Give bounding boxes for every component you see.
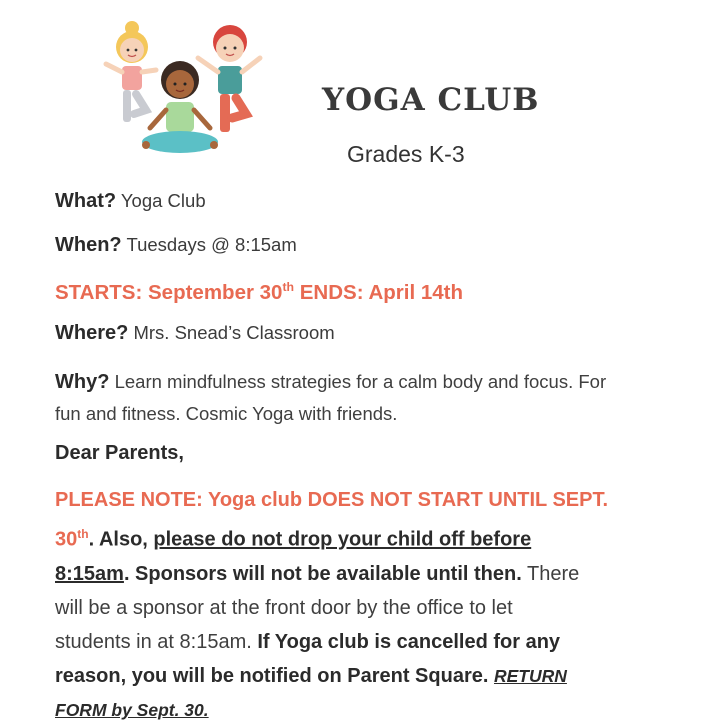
dates-start-sup: th xyxy=(282,280,295,294)
what-value: Yoga Club xyxy=(120,190,206,211)
cancel-notice-2: reason, you will be notified on Parent Square. xyxy=(55,664,489,687)
what-label: What? xyxy=(55,190,117,212)
sponsor-text-1: There xyxy=(521,562,580,585)
why-line-2: fun and fitness. Cosmic Yoga with friends. xyxy=(55,403,398,424)
child-figure xyxy=(142,61,218,153)
return-form-1: RETURN xyxy=(493,665,567,686)
why-paragraph xyxy=(55,366,677,429)
note-also: . Also, xyxy=(88,528,154,551)
dates-row xyxy=(55,280,463,305)
when-value: Tuesdays @ 8:15am xyxy=(126,234,297,255)
where-value: Mrs. Snead’s Classroom xyxy=(133,322,335,343)
girl-figure xyxy=(106,21,156,122)
page-title: YOGA CLUB xyxy=(322,82,540,118)
when-label: When? xyxy=(55,234,122,256)
dates-start: STARTS: September 30 xyxy=(55,280,283,304)
yoga-kids-illustration xyxy=(98,14,270,160)
sponsors-warning: . Sponsors will not be available until then. xyxy=(123,562,522,585)
note-paragraph xyxy=(55,483,677,727)
greeting: Dear Parents, xyxy=(55,442,184,464)
what-row xyxy=(55,190,206,213)
sponsor-text-3: students in at 8:15am. xyxy=(55,630,258,653)
why-label: Why? xyxy=(55,371,110,393)
where-label: Where? xyxy=(55,322,129,344)
boy-figure xyxy=(198,25,260,132)
grades-subtitle: Grades K-3 xyxy=(347,141,465,167)
why-line-1: Learn mindfulness strategies for a calm body and focus. For xyxy=(114,371,607,392)
sponsor-text-2: will be a sponsor at the front door by the office to let xyxy=(55,596,513,619)
drop-off-warning-2: 8:15am xyxy=(55,562,124,585)
cancel-notice-1: If Yoga club is cancelled for any xyxy=(257,630,561,653)
drop-off-warning-1: please do not drop your child off before xyxy=(153,528,532,551)
return-form-2: FORM by Sept. 30. xyxy=(55,699,209,720)
note-sup: th xyxy=(77,527,89,541)
when-row xyxy=(55,234,297,257)
where-row xyxy=(55,322,335,345)
note-30: 30 xyxy=(55,528,78,551)
dates-end: ENDS: April 14th xyxy=(294,280,464,304)
note-line-1: PLEASE NOTE: Yoga club DOES NOT START UNTIL SEPT. xyxy=(55,489,609,511)
